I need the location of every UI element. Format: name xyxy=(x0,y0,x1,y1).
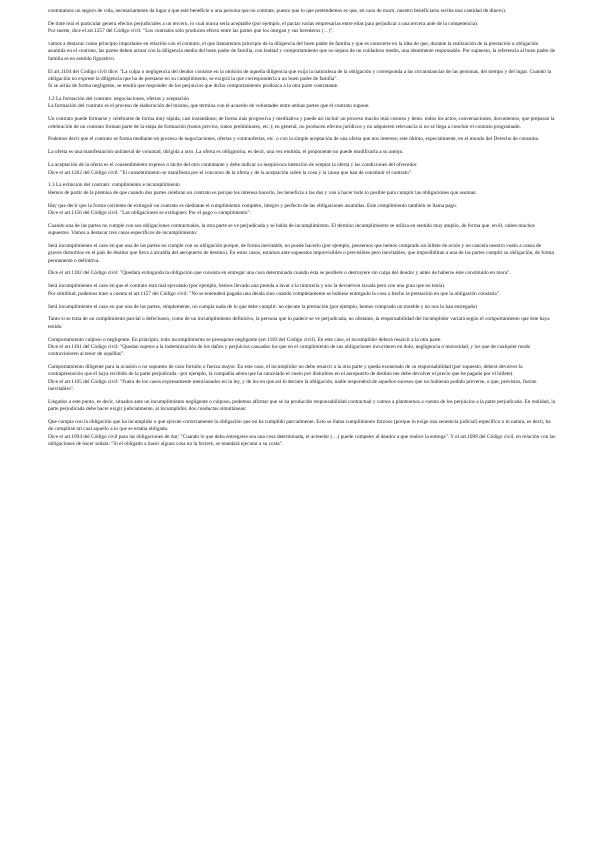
paragraph-group xyxy=(48,419,556,448)
section-heading: 1.2 La formación del contrato: negociaciones, ofertas y aceptación xyxy=(48,96,189,103)
paragraph: Será incumplimiento el caso en que el contrato está mal ejecutado (por ejemplo, hemos llevado una prenda a lavar a la tintorería y nos la devuelven lavada pero con una gran que no tenía). xyxy=(48,283,446,290)
paragraph: Comportamiento diligente para la ocasión o no supuesto de caso fortuito o fuerza mayor. En este caso, el incumplidor no debe resarcir a la otra parte y queda exonerado de su responsabilidad (por supuesto, deberá devolver la contraprestación que él haya recibido de la parte perjudicada –por ejemplo, la compañía aérea que ha cancelado el vuelo por disturbios en el aeropuerto de destino me debe devolver el precio que he pagado por el billete). xyxy=(48,364,523,378)
paragraph: Dice el art.1262 del Código civil: "El consentimiento se manifiesta por el concurso de la oferta y de la aceptación sobre la cosa y la causa que han de constituir el contrato". xyxy=(48,169,413,176)
paragraph: El art.1104 del Código civil dice: "La culpa o negligencia del deudor consiste en la omisión de aquella diligencia que exija la naturaleza de la obligación y corresponda a las circunstancias de las personas, del tiempo y del lugar. Cuando la obligación no exprese la diligencia que ha de prestarse en su cumplimiento, se exigirá la que correspondería a un buen padre de familia". xyxy=(48,68,552,82)
paragraph: La formación del contrato es el proceso de elaboración del mismo, que termina con el acuerdo de voluntades entre ambas partes que el contrato supone. xyxy=(48,103,370,110)
paragraph: Por suerte, dice el art.1257 del Código civil: "Los contratos sólo producen efecto entre las partes que los otorgan y sus herederos (…)". xyxy=(48,28,334,35)
paragraph-group xyxy=(48,283,556,298)
paragraph: Dice el art.1105 del Código civil: "Fuera de los casos expresamente mencionados en la ley, y de los en que así lo declare la obligación, nadie responderá de aquellos sucesos que no hubieran podido preverse, o que, previstos, fueran inevitables". xyxy=(48,378,537,392)
paragraph: Tanto si se trata de un cumplimiento parcial o defectuoso, como de un incumplimiento definitivo, la persona que lo padece se ve perjudicada, no obstante, la responsabilidad del incumplidor variará según el comportamiento que éste haya tenido: xyxy=(48,316,550,330)
paragraph: Podemos decir que el contrato se forma mediante un proceso de negociaciones, ofertas y contraofertas, etc. o con la simple aceptación de una oferta que nos interese; este último, especialmente, en el mundo del Derecho de consumo. xyxy=(48,136,540,143)
paragraph: Que cumpla con la obligación que ha incumplido o que ejecute correctamente la obligación que no ha cumplido parcialmente. Esto se llama cumplimiento forzoso (porque lo exige una sentencia judicial) específico o in natura, es decir, ha de cumplirse tal cual aquello a lo que se estaba obligado. xyxy=(48,419,551,433)
paragraph: La aceptación de la oferta es el consentimiento expreso o tácito del otro contratante y debe indicar su inequívoca intención de aceptar la oferta y las condiciones del ofrecedor. xyxy=(48,162,418,169)
paragraph: Llegados a este punto, es decir, situados ante un incumplimiento negligente o culposo, podemos afirmar que se ha producido responsabilidad contractual y vamos a plantearnos a cuenta de los perjuicios a la parte perjudicada. En realidad, la parte perjudicada debe hacer exigir judicialmente, al incumplidor, dos conductas simultáneas: xyxy=(48,398,556,413)
paragraph-group xyxy=(48,69,556,91)
paragraph: Hemos de partir de la premisa de que cuando dos partes celebran un contrato es porque les interesa hacerlo, les beneficia a las dos y van a hacer todo lo posible para cumplir las obligaciones que asuman. xyxy=(48,189,477,196)
paragraph: Si se actúa de forma negligente, se tendrá que responder de los perjuicios que dicho comportamiento produzca a la otra parte contratante. xyxy=(48,83,339,90)
paragraph: Por similitud, podemos traer a cuenta el art.1157 del Código civil: "No se entenderá pagada una deuda sino cuando completamente se hubiese entregado la cosa o hecho la prestación en que la obligación consistía". xyxy=(48,290,501,297)
paragraph: Dice el art.1094 del Código civil para las obligaciones de dar: "Cuando lo que deba entregarse sea una cosa determinada, el acreedor (…) puede compeler al deudor a que realice la entrega". Y el art.1098 del Código civil, en relación con las obligaciones de hacer señala: "Si el obligado a hacer alguna cosa no la hiciere, se mandará ejecutar a su costa". xyxy=(48,433,556,447)
paragraph: contratamos un seguro de vida, necesariamente da lugar a que esté beneficie a una persona que no contrate, puesto que lo que pretendemos es que, en caso de morir, nuestro beneficiario reciba una cantidad de dinero). xyxy=(48,8,507,14)
section-1-2 xyxy=(48,96,556,111)
paragraph-group xyxy=(48,364,556,393)
section-1-3 xyxy=(48,182,556,197)
section-heading: 1.3 La extinción del contrato: cumplimiento e incumplimiento xyxy=(48,182,180,189)
paragraph: vamos a destacar como principio importante en relación con el contrato, el que llamaremos principio de la diligencia del buen padre de familia y que es conocerte en la idea de que, durante la realización de la prestación u obligación asumida en el contrato, las partes deben actuar con la diligencia media del buen padre de familia, con lealtad y comportamiento que no separa de un cuidadoso medio, una idealmente responsable. Por supuesto, la referencia al buen padre de familia es en sentido figurativo. xyxy=(48,41,555,62)
paragraph: Dice el art.1182 del Código civil: "Quedará extinguida la obligación que consista en entregar una cosa determinada cuando ésta se perdiere o destruyere sin culpa del deudor y antes de haberse éste constituido en mora". xyxy=(48,270,511,277)
paragraph: Comportamiento culposo o negligente. En principio, todo incumplimiento se presupone negligente (art.1183 del Código civil). En este caso, el incumplidor deberá resarcir a la otra parte. xyxy=(48,336,442,343)
paragraph: Será incumplimiento el caso en que una de las partes, simplemente, no cumpla nada de lo que debe cumplir: no ejecute la prestación (por ejemplo, hemos comprado un mueble y no nos lo han entregado) xyxy=(48,303,478,310)
paragraph-group xyxy=(48,337,556,359)
paragraph: Un contrato puede formarse y celebrarse de forma muy rápida, casi instantánea; de forma más progresiva y meditativa y puede así incluir un proceso mucho más costoso y lento. todos los actos, conversaciones, documentos, que preparan la celebración de un contrato forman parte de la etapa de formación (tratos previos, tratos preliminares, etc.); en general, no producen efectos jurídicos y no adquieren relevancia si no se llega a concluir el contrato programado. xyxy=(48,116,555,130)
paragraph-group xyxy=(48,162,556,177)
paragraph: Cuando una de las partes no cumple con sus obligaciones contractuales, la otra parte se ve perjudicada y se habla de incumplimiento. El término incumplimiento se utiliza en sentido muy amplio, de forma que, en él, caben muchos supuestos. Vamos a destacar tres casos específicos de incumplimiento: xyxy=(48,222,535,237)
paragraph: De tinte real el particular genera efectos perjudiciales a un tercero, lo cual nunca sería aceptable (por ejemplo, el pactar varias empresarias entre ellas para perjudicar a una tercera ante de la competencia). xyxy=(48,20,479,27)
paragraph-group xyxy=(48,203,556,218)
paragraph: Dice el art.1156 del Código civil: "Las obligaciones se extinguen: Por el pago o cumplimiento". xyxy=(48,209,252,216)
paragraph: Dice el art.1101 del Código civil: "Quedan sujetos a la indemnización de los daños y perjuicios causados los que en el cumplimiento de sus obligaciones incurrieren en dolo, negligencia o morosidad, y los que de cualquier modo contravinieren al tenor de aquéllas". xyxy=(48,343,531,358)
paragraph: La oferta es una manifestación unilateral de voluntad, dirigida a otro. La oferta es obligatoria, es decir, una vez emitida, el proponente no puede modificarla a su antojo. xyxy=(48,149,404,156)
paragraph: Será incumplimiento el caso en que una de las partes no cumple con su obligación porque, de forma inevitable, no puede hacerlo (por ejemplo, pensemos que hemos comprado un billete de avión y no cancela nuestro vuelo a causa de graves disturbios en el país de destino que lleva a alcaldía del aeropuerto de destino). En estos casos, estamos ante supuestos imprevisibles o previsibles pero inevitables, que imposibilitan a una de las partes cumplir su obligación, de forma permanente o definitiva. xyxy=(48,242,554,264)
paragraph-group xyxy=(48,21,556,36)
paragraph: Hay que decir que la forma corriente de extinguir un contrato es mediante el cumplimiento completo, íntegro y perfecto de las obligaciones asumidas. Este cumplimiento también se llama pago. xyxy=(48,202,458,209)
